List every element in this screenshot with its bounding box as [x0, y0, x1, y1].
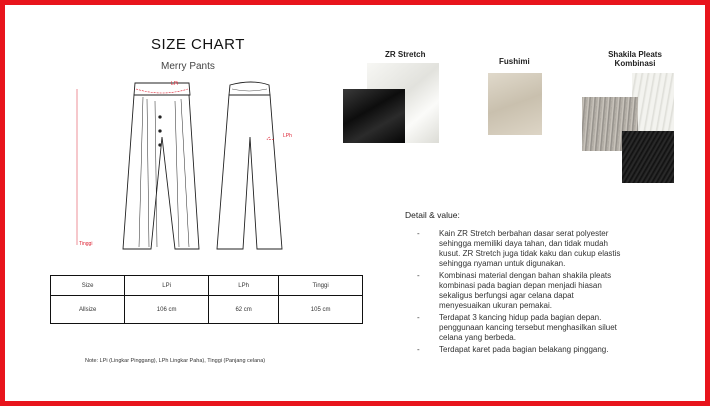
size-table [50, 275, 363, 324]
front-view-pants [77, 83, 199, 249]
tinggi-label: Tinggi [79, 241, 93, 247]
size-chart-title: SIZE CHART [151, 36, 245, 53]
lph-label: LPh [283, 133, 292, 139]
size-note: Note: LPi (Lingkar Pinggang), LPh Lingkar Paha), Tinggi (Panjang celana) [85, 358, 266, 364]
zr-stretch-black-swatch [343, 89, 405, 143]
pants-technical-sketch [67, 77, 307, 257]
cell-size: Allsize [51, 296, 125, 324]
back-view-pants [217, 82, 282, 249]
header-lph: LPh [209, 276, 279, 296]
list-item: - Kombinasi material dengan bahan shakila pleats kombinasi pada bagian depan menjadi hiasan sekaligus berfungsi agar celana dapat menyesuaikan ukuran pemakai. [415, 271, 625, 311]
fabric-label-shakila-line2: Kombinasi [614, 59, 656, 68]
fabric-label-shakila-line1: Shakila Pleats [608, 50, 662, 59]
header-lpi: LPi [125, 276, 209, 296]
product-name: Merry Pants [161, 61, 215, 72]
fabric-label-fushimi: Fushimi [499, 57, 530, 66]
header-size: Size [51, 276, 125, 296]
shakila-black-swatch [622, 131, 674, 183]
cell-tinggi: 105 cm [279, 296, 363, 324]
lpi-label: LPi [171, 81, 179, 87]
cell-lpi: 106 cm [125, 296, 209, 324]
cell-lph: 62 cm [209, 296, 279, 324]
table-row [51, 296, 363, 324]
list-item: - Terdapat 3 kancing hidup pada bagian depan. penggunaan kancing tersebut menghasilkan siluet celana yang berbeda. [415, 313, 625, 343]
header-tinggi: Tinggi [279, 276, 363, 296]
list-item: - Terdapat karet pada bagian belakang pinggang. [415, 345, 625, 355]
list-item: - Kain ZR Stretch berbahan dasar serat polyester sehingga memiliki daya tahan, dan tidak mudah kusut. ZR Stretch juga tidak kaku dan cukup elastis sehingga nyaman untuk digunakan. [415, 229, 625, 269]
fushimi-swatch [488, 73, 542, 135]
detail-list [415, 229, 625, 357]
detail-title: Detail & value: [405, 210, 460, 220]
table-header-row [51, 276, 363, 296]
shakila-white-swatch [632, 73, 674, 135]
fabric-label-zr-stretch: ZR Stretch [385, 50, 426, 59]
fabric-label-shakila [595, 50, 675, 68]
